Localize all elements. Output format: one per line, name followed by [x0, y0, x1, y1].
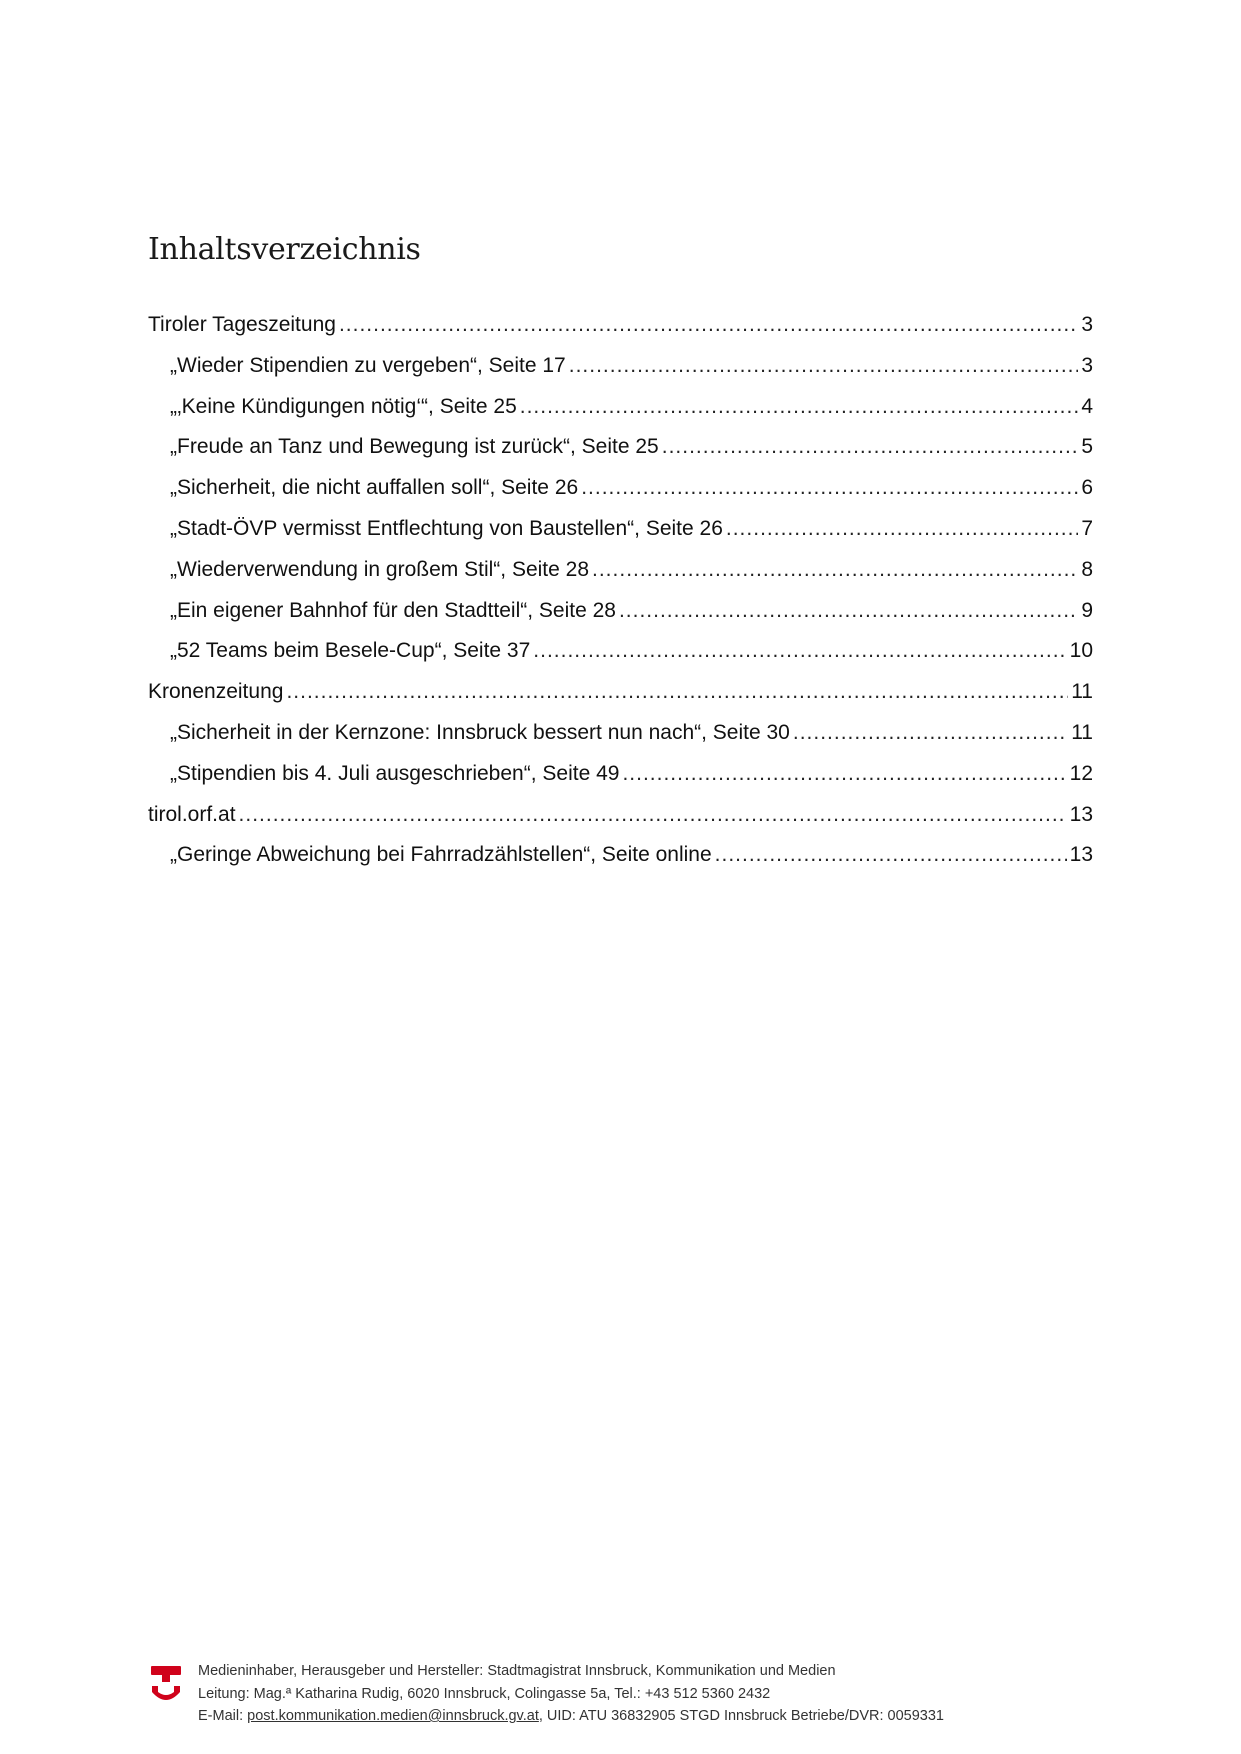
- toc-page-number: 11: [1071, 680, 1093, 704]
- toc-page-number: 4: [1081, 394, 1093, 418]
- toc-article-entry[interactable]: [148, 468, 1093, 509]
- toc-dot-leader: [581, 468, 1078, 509]
- toc-page-number: 3: [1081, 353, 1093, 377]
- toc-section-entry[interactable]: [148, 795, 1093, 836]
- toc-section-entry[interactable]: [148, 672, 1093, 713]
- toc-dot-leader: [533, 631, 1066, 672]
- toc-entry-title: „Freude an Tanz und Bewegung ist zurück“, Seite 25: [170, 435, 659, 459]
- innsbruck-coat-of-arms-icon: [150, 1664, 182, 1704]
- toc-entry-title: „Stipendien bis 4. Juli ausgeschrieben“, Seite 49: [170, 761, 620, 785]
- toc-article-entry[interactable]: [148, 387, 1093, 428]
- toc-entry-title: tirol.orf.at: [148, 802, 236, 826]
- toc-dot-leader: [726, 509, 1078, 550]
- toc-article-entry[interactable]: [148, 754, 1093, 795]
- toc-article-entry[interactable]: [148, 427, 1093, 468]
- toc-page-number: 8: [1081, 557, 1093, 581]
- toc-entry-title: „Geringe Abweichung bei Fahrradzählstellen“, Seite online: [170, 843, 712, 867]
- toc-dot-leader: [239, 795, 1067, 836]
- toc-dot-leader: [339, 305, 1078, 346]
- toc-page-number: 12: [1069, 761, 1093, 785]
- footer-contact-line: [198, 1705, 944, 1728]
- toc-dot-leader: [622, 754, 1066, 795]
- toc-article-entry[interactable]: [148, 631, 1093, 672]
- toc-dot-leader: [662, 427, 1079, 468]
- toc-dot-leader: [793, 713, 1068, 754]
- footer: [150, 1660, 1090, 1740]
- toc-article-entry[interactable]: [148, 346, 1093, 387]
- toc-page-number: 3: [1081, 313, 1093, 336]
- footer-management-line: Leitung: Mag.ª Katharina Rudig, 6020 Innsbruck, Colingasse 5a, Tel.: +43 512 5360 2432: [198, 1685, 771, 1702]
- toc-entry-title: „‚Keine Kündigungen nötig‘“, Seite 25: [170, 394, 517, 418]
- toc-entry-title: „Sicherheit in der Kernzone: Innsbruck bessert nun nach“, Seite 30: [170, 720, 790, 744]
- toc-entry-title: „Wieder Stipendien zu vergeben“, Seite 17: [170, 353, 566, 377]
- toc-entry-title: „Stadt-ÖVP vermisst Entflechtung von Baustellen“, Seite 26: [170, 516, 723, 540]
- footer-publisher-line: Medieninhaber, Herausgeber und Hersteller: Stadtmagistrat Innsbruck, Kommunikation und Medien: [198, 1663, 836, 1679]
- toc-article-entry[interactable]: [148, 713, 1093, 754]
- toc-entry-title: „Wiederverwendung in großem Stil“, Seite 28: [170, 557, 590, 581]
- footer-uid-text: , UID: ATU 36832905 STGD Innsbruck Betriebe/DVR: 0059331: [538, 1708, 944, 1724]
- toc-dot-leader: [286, 672, 1068, 713]
- toc-section-entry[interactable]: [148, 305, 1093, 346]
- footer-imprint: [198, 1660, 944, 1728]
- toc-page-number: 5: [1081, 435, 1093, 459]
- toc-entry-title: Kronenzeitung: [148, 680, 284, 704]
- toc-article-entry[interactable]: [148, 591, 1093, 632]
- toc-article-entry[interactable]: [148, 835, 1093, 876]
- toc-article-entry[interactable]: [148, 550, 1093, 591]
- toc-entry-title: „52 Teams beim Besele-Cup“, Seite 37: [170, 639, 531, 663]
- footer-email-label: E-Mail:: [198, 1708, 248, 1724]
- toc-entry-title: „Sicherheit, die nicht auffallen soll“, Seite 26: [170, 476, 579, 500]
- toc-page-number: 13: [1069, 802, 1093, 826]
- toc-dot-leader: [619, 591, 1078, 632]
- toc-heading: Inhaltsverzeichnis: [148, 232, 421, 267]
- toc-dot-leader: [520, 387, 1079, 428]
- toc-dot-leader: [592, 550, 1078, 591]
- toc-dot-leader: [715, 835, 1067, 876]
- toc-page-number: 13: [1069, 843, 1093, 867]
- toc-entry-title: Tiroler Tageszeitung: [148, 313, 336, 336]
- toc-page-number: 11: [1071, 720, 1093, 744]
- toc-dot-leader: [569, 346, 1079, 387]
- footer-email-link[interactable]: post.kommunikation.medien@innsbruck.gv.at: [247, 1708, 539, 1724]
- toc-page-number: 6: [1081, 476, 1093, 500]
- toc-page-number: 10: [1069, 639, 1093, 663]
- toc-article-entry[interactable]: [148, 509, 1093, 550]
- toc-page-number: 9: [1081, 598, 1093, 622]
- toc-list: [148, 305, 1093, 876]
- toc-page-number: 7: [1081, 516, 1093, 540]
- toc-entry-title: „Ein eigener Bahnhof für den Stadtteil“, Seite 28: [170, 598, 616, 622]
